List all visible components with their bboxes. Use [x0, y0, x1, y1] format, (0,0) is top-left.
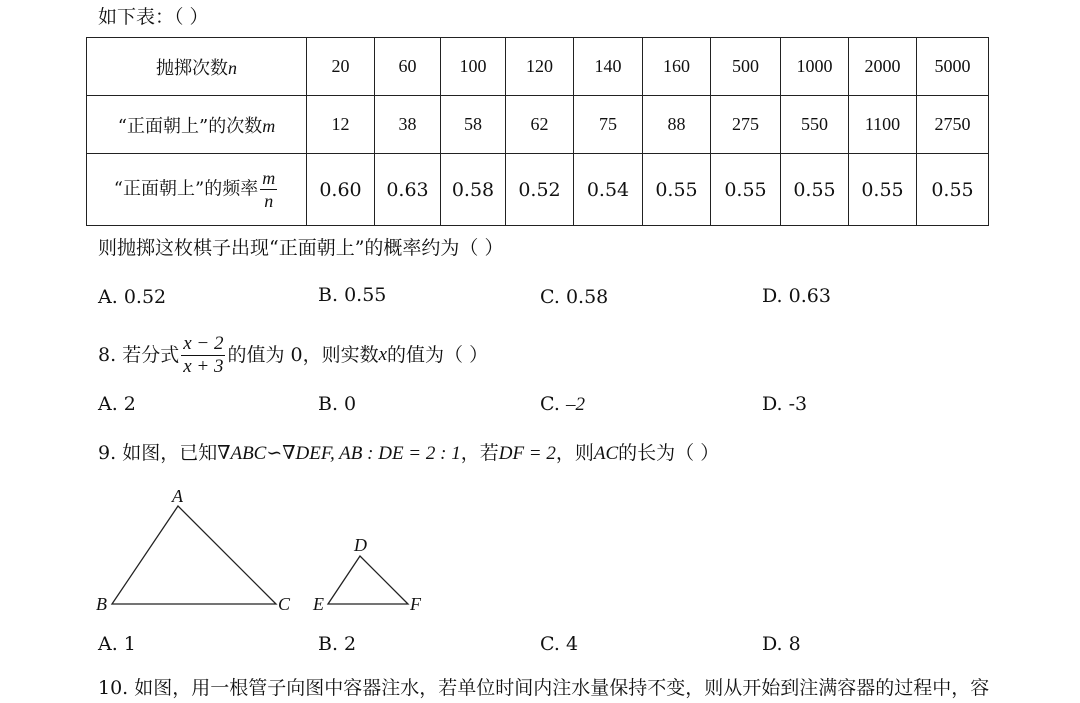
table-cell: 60 [375, 38, 441, 96]
triangle-def [328, 556, 408, 604]
table-cell: 120 [506, 38, 574, 96]
option-label: C. [540, 286, 560, 308]
table-cell: 550 [781, 96, 849, 154]
q8-question [98, 330, 488, 380]
q9-condition-df: DF = 2 [498, 443, 556, 464]
q7-question: 则抛掷这枚棋子出现“正面朝上”的概率约为（ ） [98, 237, 504, 259]
q8-fraction [181, 333, 225, 378]
table-cell: 0.55 [643, 154, 711, 226]
table-cell: 100 [441, 38, 506, 96]
q8-var: x [378, 344, 388, 365]
vertex-label-c: C [278, 594, 291, 614]
table-row-throws [87, 38, 989, 96]
q9-mid: ，若 [460, 442, 499, 464]
option-label: B. [318, 284, 339, 306]
q7-option-c[interactable] [540, 285, 608, 309]
q9-option-a[interactable]: A. 1 [98, 633, 136, 655]
table-cell: 75 [574, 96, 643, 154]
fraction-m-over-n [260, 167, 277, 212]
q8-option-a[interactable] [98, 392, 136, 416]
table-cell: 0.63 [375, 154, 441, 226]
intro-text: 如下表：（ ） [98, 6, 209, 28]
table-cell: 88 [643, 96, 711, 154]
triangle-abc [112, 506, 276, 604]
q7-option-a[interactable] [98, 285, 166, 309]
row-label-heads [87, 96, 307, 154]
table-cell: 0.55 [711, 154, 781, 226]
q8-mid: 的值为 0，则实数 [227, 344, 379, 366]
row-label-frequency [87, 154, 307, 226]
q7-option-d[interactable] [762, 284, 831, 308]
option-label: C. [540, 393, 560, 415]
table-cell: 12 [307, 96, 375, 154]
q9-mid2: ，则 [555, 442, 594, 464]
table-cell: 0.55 [917, 154, 989, 226]
table-cell: 38 [375, 96, 441, 154]
frac-denominator: n [264, 191, 274, 211]
option-value: 0.63 [788, 285, 831, 307]
var-m: m [262, 115, 276, 136]
vertex-label-e: E [313, 594, 324, 614]
table-cell: 0.54 [574, 154, 643, 226]
option-value: 0.58 [565, 286, 609, 308]
option-label: A. [98, 286, 118, 308]
row-label-throws [87, 38, 307, 96]
var-n: n [228, 57, 237, 78]
table-cell: 0.52 [506, 154, 574, 226]
table-cell: 500 [711, 38, 781, 96]
q9-question [98, 441, 719, 466]
q8-pre: 若分式 [122, 344, 180, 366]
table-row-heads [87, 96, 989, 154]
option-value: 0.55 [344, 284, 387, 306]
table-cell: 140 [574, 38, 643, 96]
q9-condition-similar: ∇ABC∽∇DEF, AB : DE = 2 : 1 [217, 443, 461, 464]
table-cell: 58 [441, 96, 506, 154]
q9-option-d[interactable]: D. 8 [762, 633, 801, 655]
q10-question: 10. 如图，用一根管子向图中容器注水，若单位时间内注水量保持不变，则从开始到注满容器的过程中，容 [98, 677, 990, 699]
q9-option-b[interactable]: B. 2 [318, 633, 357, 655]
table-cell: 0.55 [849, 154, 917, 226]
q8-option-c[interactable] [540, 392, 585, 417]
frac-denominator: x + 3 [183, 355, 224, 377]
q9-post: 的长为（ ） [618, 442, 720, 464]
option-label: A. 2 [98, 393, 136, 415]
table-cell: 275 [711, 96, 781, 154]
table-cell: 2000 [849, 38, 917, 96]
table-row-frequency [87, 154, 989, 226]
vertex-label-b: B [96, 594, 107, 614]
q8-option-d[interactable] [762, 392, 807, 416]
triangles-figure [90, 484, 430, 616]
table-cell: 5000 [917, 38, 989, 96]
vertex-label-a: A [172, 486, 183, 506]
q8-option-b[interactable] [318, 392, 356, 416]
table-cell: 0.55 [781, 154, 849, 226]
q7-option-b[interactable] [318, 283, 386, 307]
frac-numerator: x − 2 [183, 332, 224, 354]
row-label-text: “正面朝上”的次数 [117, 115, 263, 137]
table-cell: 1000 [781, 38, 849, 96]
option-label: D. [762, 285, 783, 307]
table-cell: 62 [506, 96, 574, 154]
q9-pre: 如图，已知 [122, 442, 218, 464]
table-cell: 20 [307, 38, 375, 96]
option-label: D. -3 [762, 393, 808, 415]
table-cell: 1100 [849, 96, 917, 154]
table-cell: 0.58 [441, 154, 506, 226]
row-label-text: 抛掷次数 [156, 57, 228, 79]
q9-target: AC [593, 443, 619, 464]
frequency-table [86, 37, 989, 226]
q8-number: 8. [98, 344, 117, 366]
option-label: B. 0 [318, 393, 357, 415]
option-value: –2 [565, 394, 585, 415]
q9-option-c[interactable]: C. 4 [540, 633, 579, 655]
table-cell: 0.60 [307, 154, 375, 226]
option-value: 0.52 [123, 286, 167, 308]
q9-number: 9. [98, 442, 117, 464]
row-label-text: “正面朝上”的频率 [113, 178, 259, 200]
table-cell: 2750 [917, 96, 989, 154]
q8-post: 的值为（ ） [387, 344, 489, 366]
vertex-label-d: D [354, 535, 367, 555]
frac-numerator: m [262, 168, 276, 188]
vertex-label-f: F [410, 594, 421, 614]
table-cell: 160 [643, 38, 711, 96]
